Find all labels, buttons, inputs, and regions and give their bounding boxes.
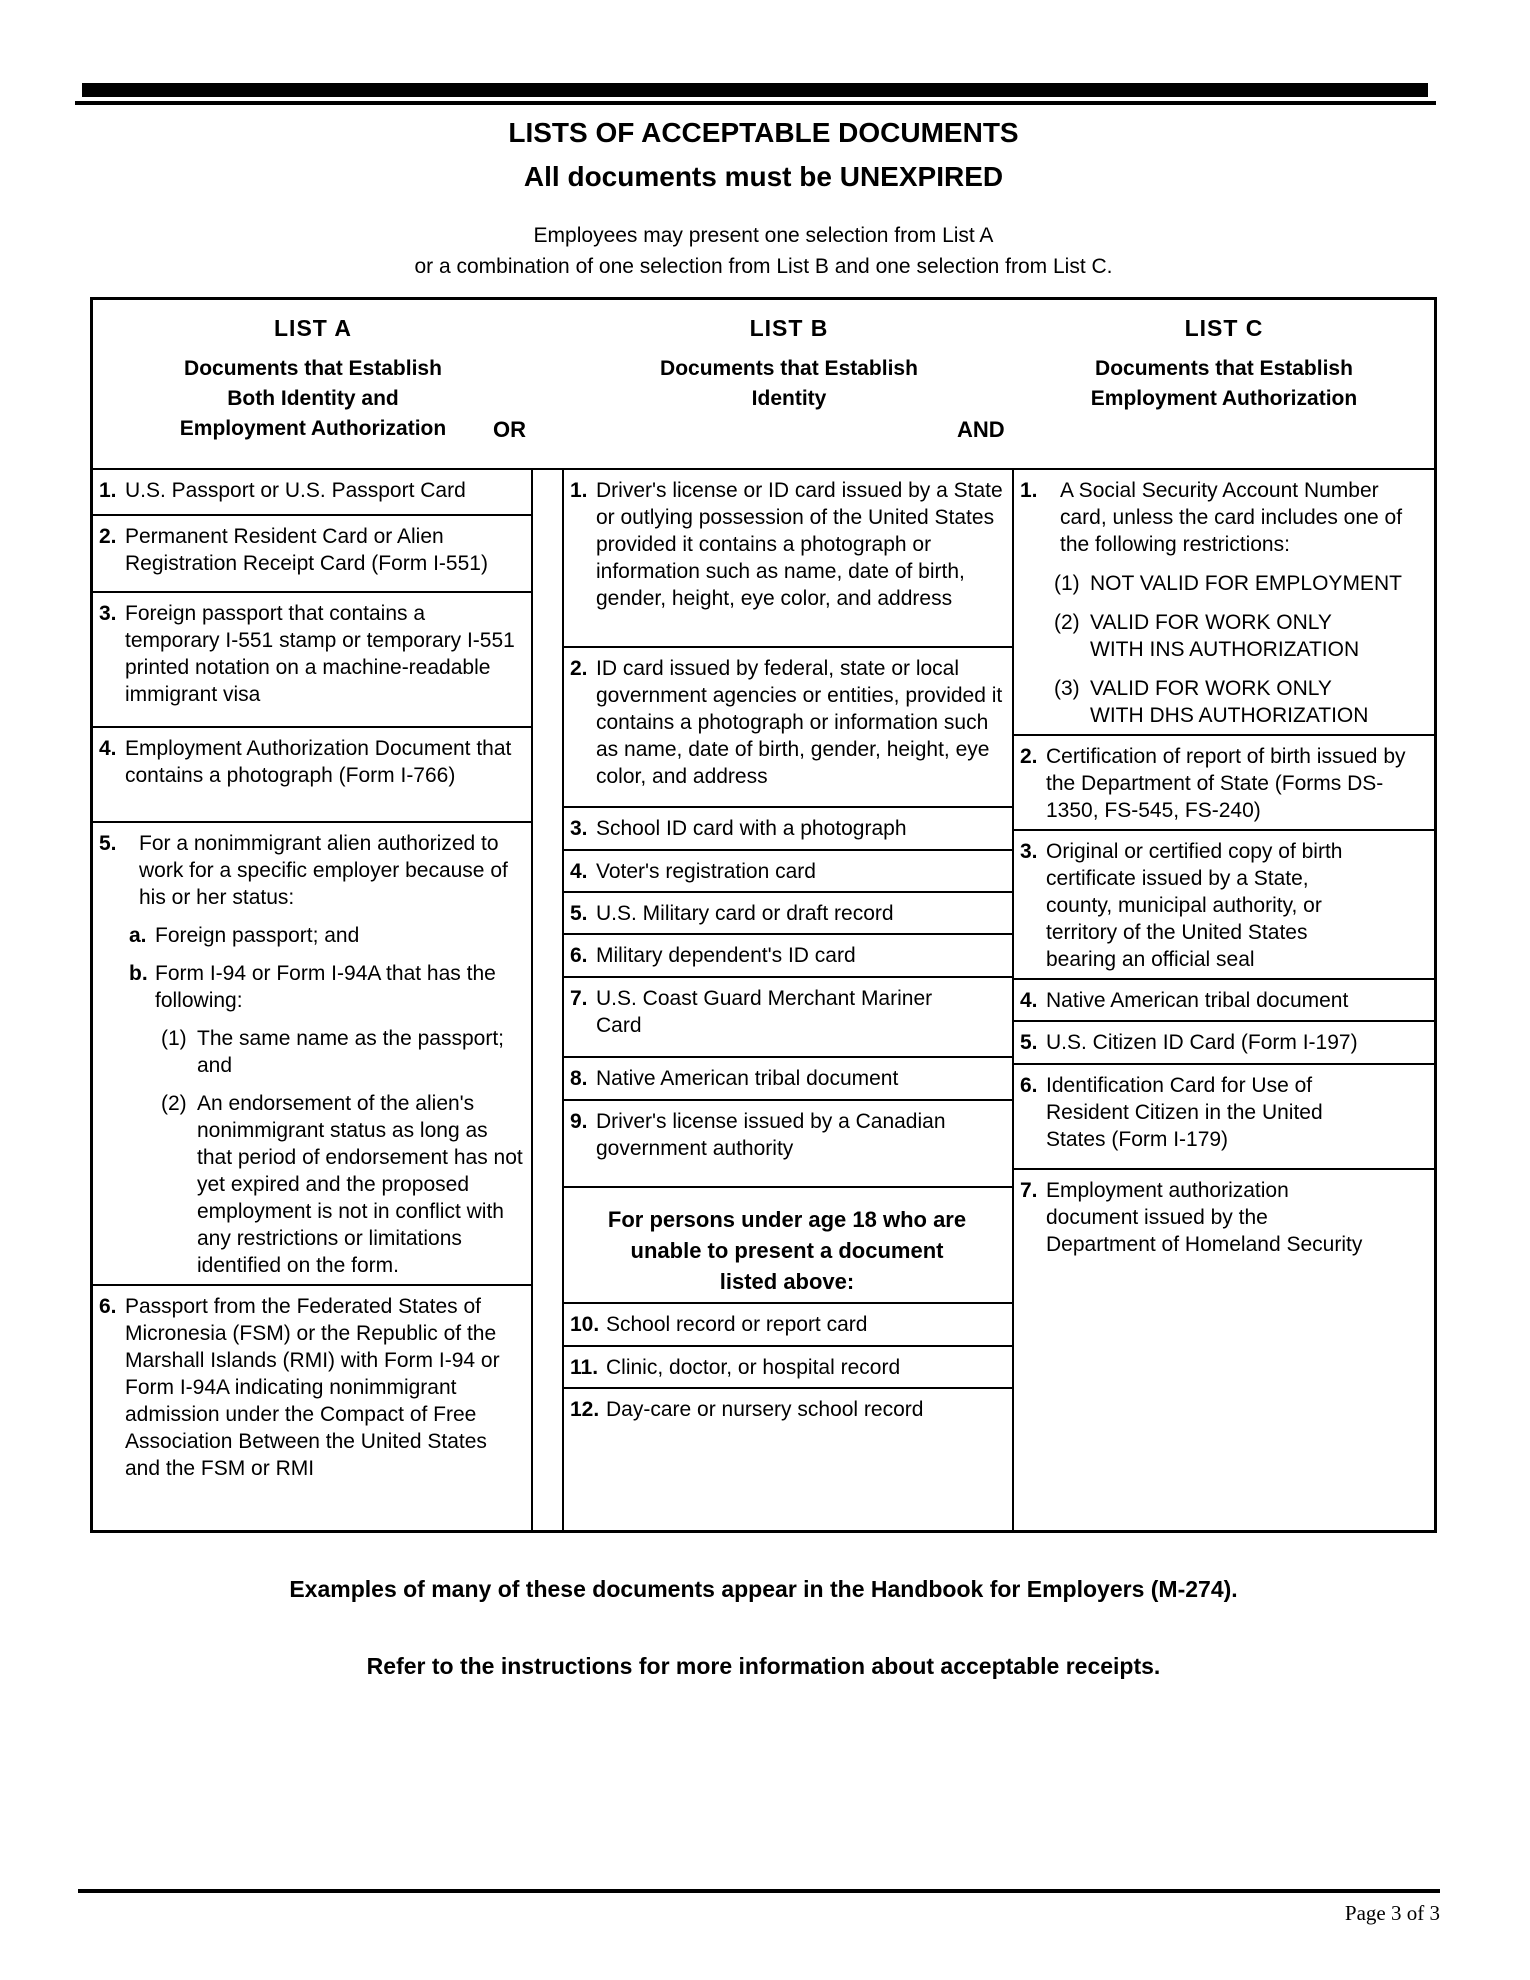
- item-text: An endorsement of the alien's nonimmigrant status as long as that period of endorsement has not yet expired and the proposed employment is not in conflict with any restrictions or limitations identified on the form.: [197, 1092, 523, 1277]
- item-text: For a nonimmigrant alien authorized to work for a specific employer because of his or her status:: [139, 832, 508, 909]
- page-number: Page 3 of 3: [1344, 1901, 1440, 1925]
- page-subtitle: All documents must be UNEXPIRED: [523, 161, 1004, 192]
- top-thin-rule: [75, 101, 1436, 105]
- item-text: U.S. Coast Guard Merchant Mariner Card: [596, 987, 933, 1037]
- item-number: 3.: [1020, 840, 1038, 863]
- item-text: Day-care or nursery school record: [606, 1398, 924, 1421]
- list-b-item-7: [564, 978, 1012, 1058]
- list-c-item-1: [1014, 470, 1434, 736]
- item-number: 6.: [570, 944, 588, 967]
- item-text: Passport from the Federated States of Micronesia (FSM) or the Republic of the Marshall Islands (RMI) with Form I-94 or Form I-94A indicating nonimmigrant admission under the Compact of Free Association Between the United States and the FSM or RMI: [125, 1295, 500, 1480]
- item-text: School ID card with a photograph: [596, 817, 907, 840]
- handbook-note: Examples of many of these documents appear in the Handbook for Employers (M-274).: [289, 1576, 1238, 1602]
- item-text: Driver's license or ID card issued by a State or outlying possession of the United States provided it contains a photograph or information such as name, date of birth, gender, height, eye color, and address: [596, 479, 1003, 610]
- list-b-item-9: [564, 1101, 1012, 1188]
- item-text: Employment authorization document issued by the Department of Homeland Security: [1046, 1179, 1363, 1256]
- item-text: Native American tribal document: [1046, 989, 1349, 1012]
- item-text: Identification Card for Use of Resident Citizen in the United States (Form I-179): [1046, 1074, 1323, 1151]
- item-number: 10.: [570, 1313, 600, 1336]
- list-a-subheading: Documents that Establish Both Identity and Employment Authorization: [179, 357, 447, 440]
- item-number: 6.: [99, 1295, 117, 1318]
- item-number: 4.: [99, 737, 117, 760]
- list-c-item-7: [1014, 1170, 1434, 1530]
- or-connector-label: OR: [493, 417, 526, 442]
- list-b-item-2: [564, 648, 1012, 808]
- list-c-item-3: [1014, 831, 1434, 980]
- item-number: 7.: [1020, 1179, 1038, 1202]
- list-b-item-4: [564, 851, 1012, 893]
- receipts-note: Refer to the instructions for more information about acceptable receipts.: [366, 1653, 1161, 1679]
- list-c-item-5: [1014, 1022, 1434, 1065]
- item-number: 1.: [1020, 479, 1038, 502]
- item-text: Voter's registration card: [596, 860, 816, 883]
- list-a-item-5: [93, 823, 531, 1286]
- item-text: Form I-94 or Form I-94A that has the following:: [155, 962, 496, 1012]
- list-c-item-1-restriction-2: [1054, 609, 1426, 663]
- list-a-item-5b2: [161, 1090, 523, 1279]
- item-number: b.: [129, 962, 148, 985]
- list-b-item-11: [564, 1347, 1012, 1389]
- item-number: 2.: [570, 657, 588, 680]
- list-b-item-6: [564, 935, 1012, 978]
- table-body: [93, 470, 1434, 1530]
- item-number: 12.: [570, 1398, 600, 1421]
- footer-rule: [78, 1889, 1440, 1893]
- item-text: The same name as the passport; and: [197, 1027, 504, 1077]
- list-a-heading: LIST A: [274, 315, 352, 341]
- item-number: 2.: [99, 525, 117, 548]
- list-a-item-5b1: [161, 1025, 523, 1079]
- item-number: 6.: [1020, 1074, 1038, 1097]
- item-number: a.: [129, 924, 147, 947]
- list-a-item-3: [93, 593, 531, 728]
- item-number: (1): [161, 1027, 187, 1050]
- item-text: VALID FOR WORK ONLY WITH INS AUTHORIZATION: [1090, 611, 1360, 661]
- item-number: 5.: [99, 832, 117, 855]
- item-number: (2): [1054, 611, 1080, 634]
- item-number: (1): [1054, 572, 1080, 595]
- list-c-item-1-restriction-3: [1054, 675, 1426, 729]
- item-text: Certification of report of birth issued by the Department of State (Forms DS-1350, FS-545, FS-240): [1046, 745, 1406, 822]
- list-c-item-2: [1014, 736, 1434, 831]
- list-b-item-8: [564, 1058, 1012, 1101]
- list-a-item-5b: [129, 960, 523, 1014]
- item-number: 1.: [99, 479, 117, 502]
- item-number: 1.: [570, 479, 588, 502]
- list-a-item-4: [93, 728, 531, 823]
- item-text: VALID FOR WORK ONLY WITH DHS AUTHORIZATION: [1090, 677, 1369, 727]
- item-text: Original or certified copy of birth certificate issued by a State, county, municipal authority, or territory of the United States bearing an official seal: [1046, 840, 1343, 971]
- item-text: Permanent Resident Card or Alien Registration Receipt Card (Form I-551): [125, 525, 488, 575]
- list-a-item-1: [93, 470, 531, 516]
- item-number: 3.: [570, 817, 588, 840]
- list-b-item-1: [564, 470, 1012, 648]
- item-text: ID card issued by federal, state or local government agencies or entities, provided it contains a photograph or information such as name, date of birth, gender, height, eye color, and address: [596, 657, 1003, 788]
- list-c-heading: LIST C: [1184, 315, 1264, 341]
- list-b-heading: LIST B: [749, 315, 829, 341]
- list-a-item-2: [93, 516, 531, 593]
- list-a-column: [93, 470, 533, 1530]
- page-header: [90, 116, 1437, 282]
- intro-text: [90, 220, 1437, 282]
- or-gutter-column: [533, 470, 564, 1530]
- list-c-item-4: [1014, 980, 1434, 1022]
- list-b-subheading: Documents that Establish Identity: [660, 357, 918, 410]
- list-a-item-5a: [129, 922, 523, 949]
- item-text: Foreign passport that contains a temporary I-551 stamp or temporary I-551 printed notation on a machine-readable immigrant visa: [125, 602, 515, 706]
- item-number: (2): [161, 1092, 187, 1115]
- item-number: 5.: [570, 902, 588, 925]
- item-number: 2.: [1020, 745, 1038, 768]
- list-a-header: [93, 300, 533, 468]
- item-number: 5.: [1020, 1031, 1038, 1054]
- table-header: [93, 300, 1434, 470]
- item-number: 3.: [99, 602, 117, 625]
- intro-line-1: Employees may present one selection from List A: [533, 224, 994, 247]
- list-c-column: [1014, 470, 1434, 1530]
- item-text: Native American tribal document: [596, 1067, 899, 1090]
- list-b-item-10: [564, 1304, 1012, 1347]
- item-text: Foreign passport; and: [155, 924, 360, 947]
- acceptable-documents-table: [90, 297, 1437, 1533]
- item-text: Military dependent's ID card: [596, 944, 856, 967]
- item-number: 4.: [570, 860, 588, 883]
- item-text: Clinic, doctor, or hospital record: [606, 1356, 901, 1379]
- list-b-item-12: [564, 1389, 1012, 1530]
- and-connector-label: AND: [957, 417, 1005, 442]
- header-gutter: [533, 300, 564, 468]
- item-text: Driver's license issued by a Canadian government authority: [596, 1110, 946, 1160]
- item-text: U.S. Passport or U.S. Passport Card: [125, 479, 466, 502]
- list-c-item-1-restriction-1: [1054, 570, 1426, 597]
- item-number: (3): [1054, 677, 1080, 700]
- item-text: A Social Security Account Number card, unless the card includes one of the following restrictions:: [1060, 479, 1403, 556]
- item-number: 9.: [570, 1110, 588, 1133]
- list-a-item-6: [93, 1286, 531, 1530]
- item-text: Employment Authorization Document that contains a photograph (Form I-766): [125, 737, 512, 787]
- list-b-item-5: [564, 893, 1012, 935]
- item-number: 4.: [1020, 989, 1038, 1012]
- list-b-under-18-heading: For persons under age 18 who are unable to present a document listed above:: [564, 1188, 1012, 1304]
- item-number: 8.: [570, 1067, 588, 1090]
- item-text: NOT VALID FOR EMPLOYMENT: [1090, 572, 1402, 595]
- item-text: U.S. Military card or draft record: [596, 902, 894, 925]
- list-c-item-6: [1014, 1065, 1434, 1170]
- list-c-header: [1014, 300, 1434, 468]
- top-thick-bar: [82, 83, 1428, 97]
- item-text: U.S. Citizen ID Card (Form I-197): [1046, 1031, 1358, 1054]
- item-text: School record or report card: [606, 1313, 868, 1336]
- item-number: 7.: [570, 987, 588, 1010]
- page-title: LISTS OF ACCEPTABLE DOCUMENTS: [508, 117, 1019, 148]
- list-b-header: [564, 300, 1014, 468]
- list-b-column: [564, 470, 1014, 1530]
- list-b-item-3: [564, 808, 1012, 851]
- intro-line-2: or a combination of one selection from List B and one selection from List C.: [414, 255, 1113, 278]
- list-c-subheading: Documents that Establish Employment Authorization: [1090, 357, 1358, 410]
- item-number: 11.: [570, 1356, 599, 1379]
